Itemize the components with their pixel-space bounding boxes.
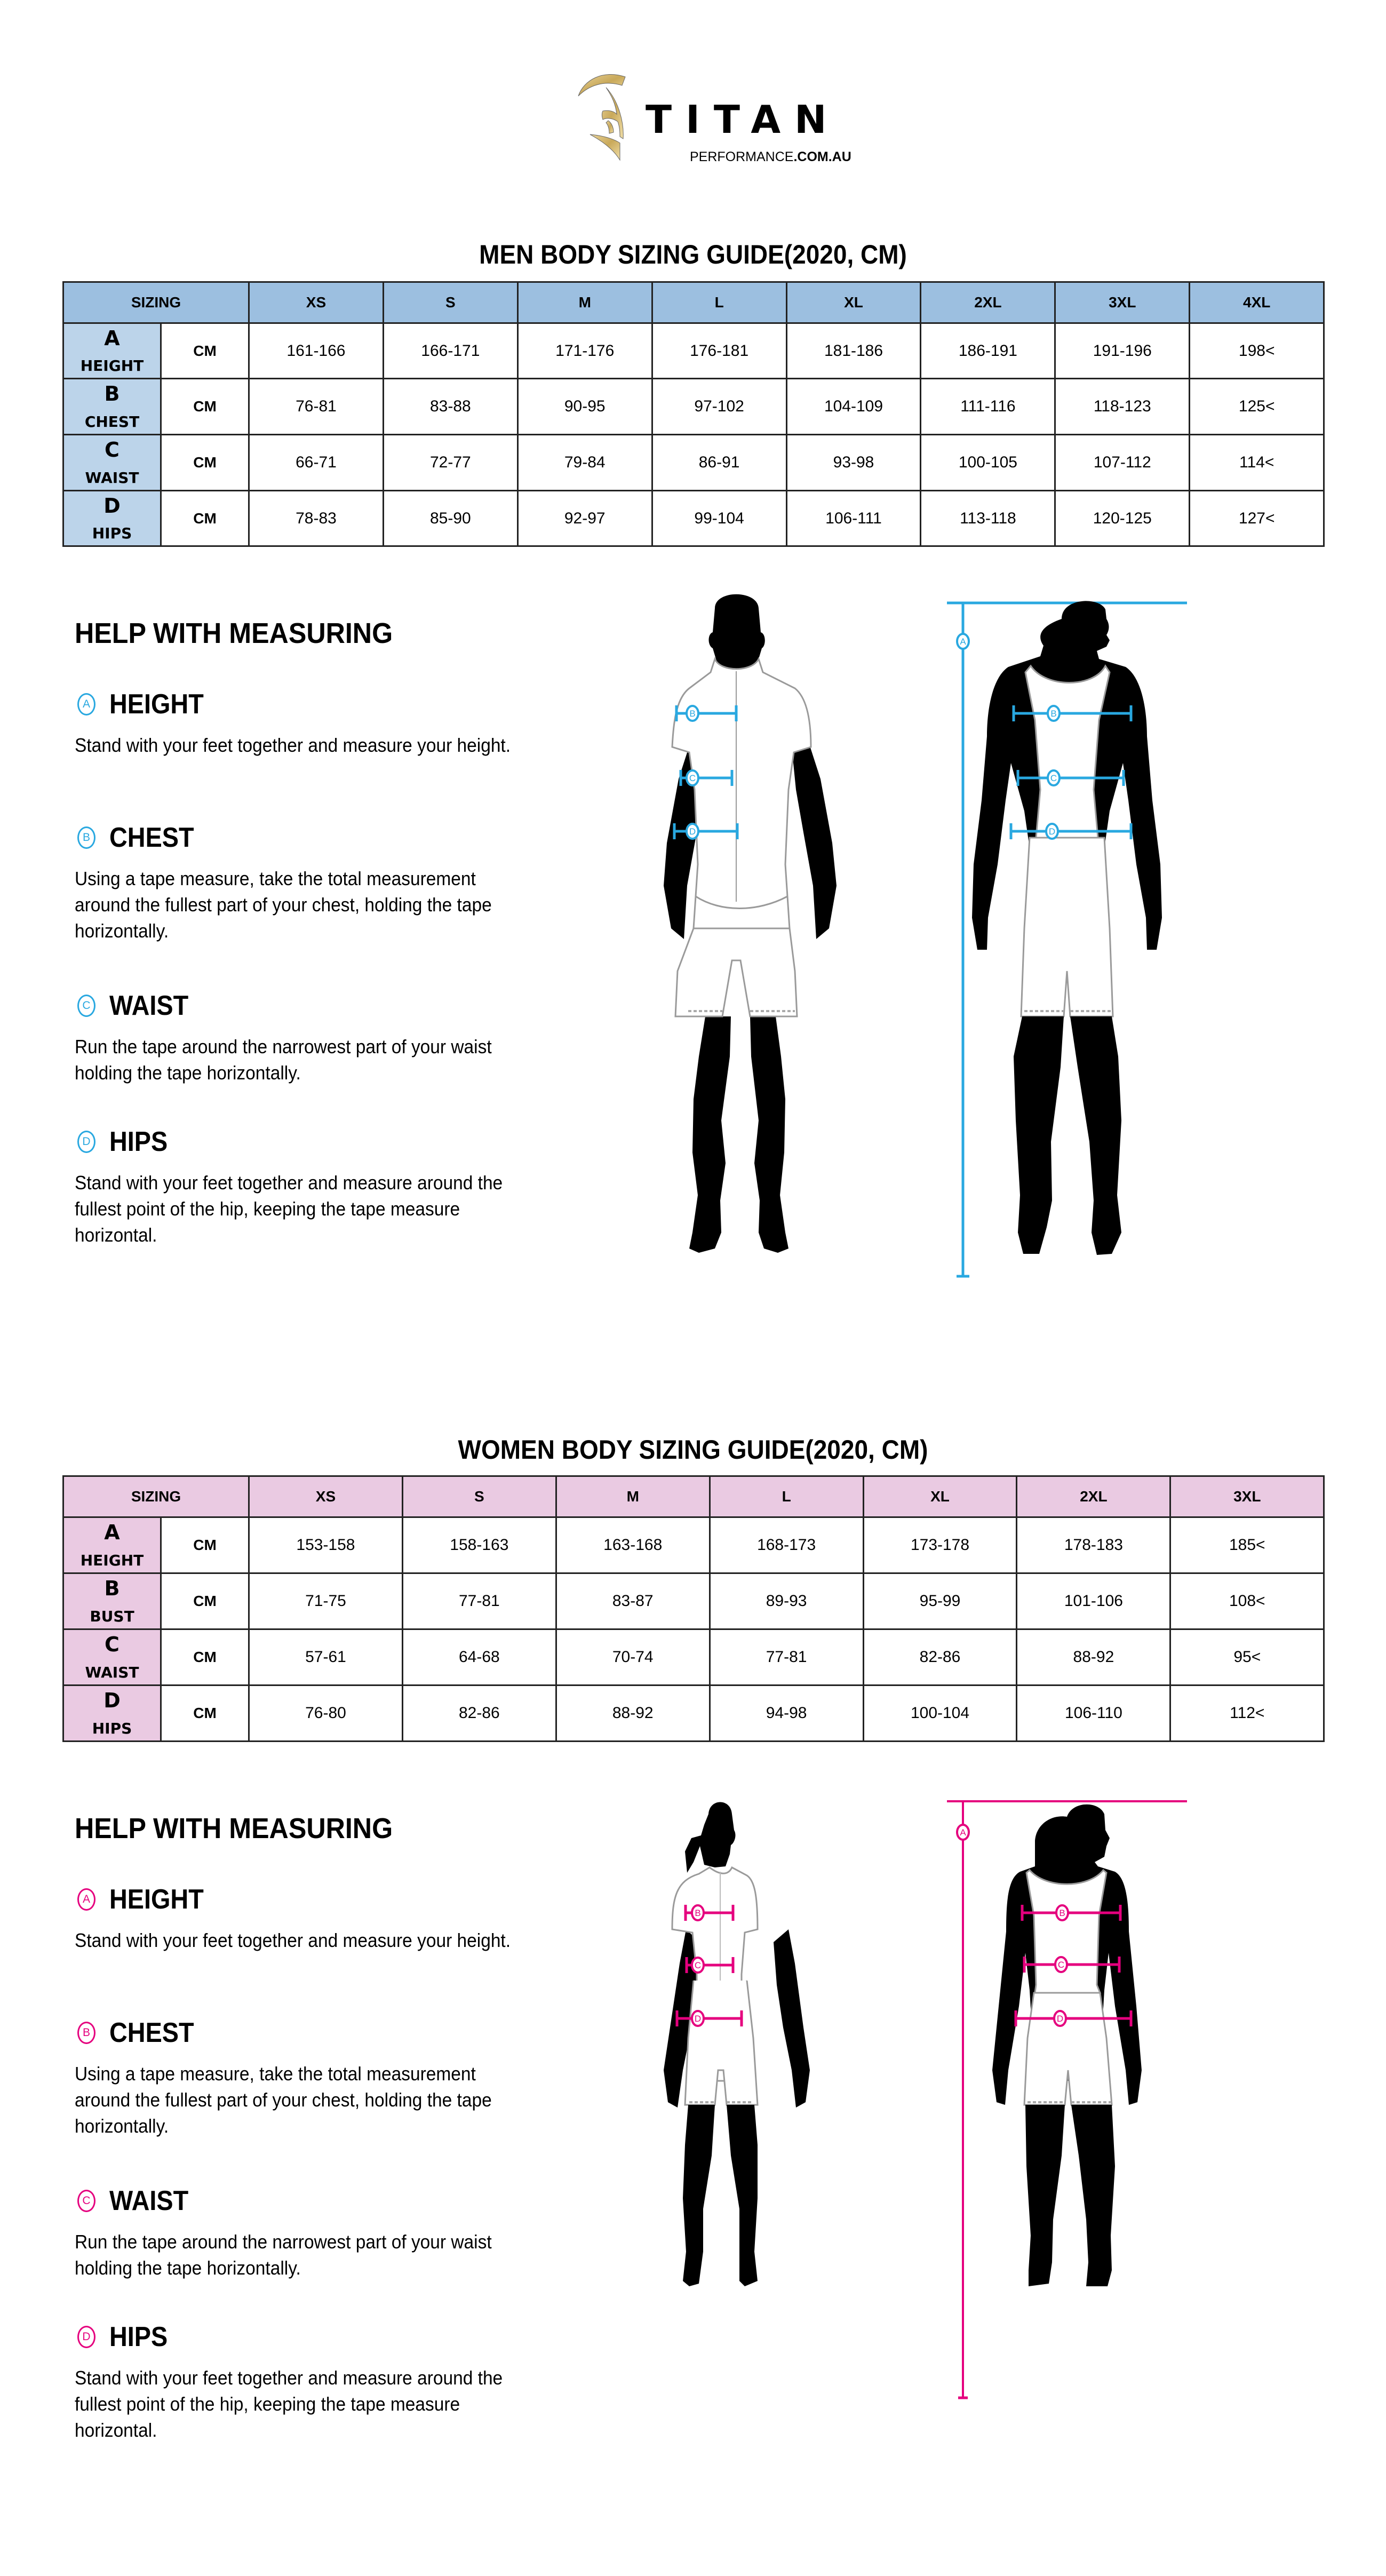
value-cell: 71-75: [249, 1573, 403, 1629]
women-size-header: XS: [249, 1476, 403, 1517]
men-size-table: [62, 281, 1325, 547]
women-size-header: L: [710, 1476, 863, 1517]
women-size-header: 2XL: [1017, 1476, 1170, 1517]
table-row: [63, 323, 1324, 379]
women-back-figure: [992, 1804, 1142, 2286]
help-item-title: HEIGHT: [109, 689, 204, 720]
help-item-hips: [75, 2321, 533, 2443]
help-item-description: Using a tape measure, take the total measurement around the fullest part of your chest, holding the tape horizontally.: [75, 2063, 492, 2137]
measurement-name: HEIGHT: [80, 1551, 144, 1569]
measurement-label: [63, 1517, 161, 1573]
height-marker-label: A: [960, 1827, 966, 1838]
brand-domain-bold: .COM.AU: [793, 149, 851, 164]
women-size-table: [62, 1475, 1325, 1742]
value-cell: 168-173: [710, 1517, 863, 1573]
value-cell: 104-109: [786, 379, 921, 435]
letter-a-badge-icon: A: [77, 693, 95, 715]
men-measurement-figures: [640, 587, 1254, 1291]
value-cell: 178-183: [1017, 1517, 1170, 1573]
letter-c-badge-icon: C: [77, 2190, 95, 2212]
help-item-description: Run the tape around the narrowest part of your waist holding the tape horizontally.: [75, 1036, 492, 1084]
value-cell: 163-168: [556, 1517, 710, 1573]
letter-d-badge-icon: D: [77, 2326, 95, 2348]
measurement-name: HIPS: [92, 524, 132, 543]
value-cell: 57-61: [249, 1629, 403, 1685]
table-row: [63, 1573, 1324, 1629]
value-cell: 120-125: [1055, 491, 1190, 546]
women-table-header-row: [63, 1476, 1324, 1517]
value-cell: 88-92: [556, 1685, 710, 1742]
unit-cell: CM: [161, 435, 249, 491]
value-cell: 64-68: [402, 1629, 556, 1685]
help-item-title: CHEST: [109, 822, 194, 853]
chest-marker-label: B: [1050, 709, 1057, 719]
men-size-header: 3XL: [1055, 282, 1190, 323]
help-item-title: HIPS: [109, 1126, 168, 1157]
help-item-hips: [75, 1126, 533, 1248]
value-cell: 114<: [1190, 435, 1324, 491]
men-body-diagram: [640, 587, 1254, 1291]
value-cell: 173-178: [863, 1517, 1017, 1573]
women-front-figure: [664, 1802, 810, 2287]
table-row: [63, 1685, 1324, 1742]
value-cell: 72-77: [383, 435, 517, 491]
measurement-label: [63, 491, 161, 546]
value-cell: 79-84: [517, 435, 652, 491]
brand-domain: [690, 150, 851, 164]
brand-domain-regular: PERFORMANCE: [690, 149, 794, 164]
value-cell: 76-81: [249, 379, 384, 435]
brand-wordmark: TITAN: [646, 97, 841, 142]
brand-logo: [576, 69, 851, 165]
men-size-header: S: [383, 282, 517, 323]
measurement-name: WAIST: [85, 468, 139, 487]
help-item-chest: [75, 822, 533, 944]
men-measuring-help: [75, 619, 533, 1270]
value-cell: 113-118: [921, 491, 1055, 546]
measurement-name: BUST: [90, 1607, 134, 1625]
value-cell: 100-105: [921, 435, 1055, 491]
value-cell: 86-91: [652, 435, 786, 491]
value-cell: 166-171: [383, 323, 517, 379]
help-item-waist: [75, 2185, 533, 2281]
help-item-height: [75, 1883, 533, 1953]
unit-cell: CM: [161, 1685, 249, 1742]
value-cell: 82-86: [863, 1629, 1017, 1685]
value-cell: 76-80: [249, 1685, 403, 1742]
value-cell: 94-98: [710, 1685, 863, 1742]
hips-marker-label: D: [694, 2014, 702, 2024]
women-measuring-help: [75, 1814, 533, 2465]
value-cell: 101-106: [1017, 1573, 1170, 1629]
measurement-letter: D: [103, 494, 121, 518]
men-front-figure: [664, 594, 837, 1253]
value-cell: 153-158: [249, 1517, 403, 1573]
measurement-letter: C: [105, 1633, 120, 1657]
help-item-description: Stand with your feet together and measure your height.: [75, 734, 511, 756]
value-cell: 88-92: [1017, 1629, 1170, 1685]
waist-marker-label: C: [689, 773, 696, 783]
men-table-corner: SIZING: [63, 282, 249, 323]
value-cell: 83-88: [383, 379, 517, 435]
value-cell: 111-116: [921, 379, 1055, 435]
value-cell: 77-81: [710, 1629, 863, 1685]
unit-cell: CM: [161, 323, 249, 379]
value-cell: 186-191: [921, 323, 1055, 379]
value-cell: 70-74: [556, 1629, 710, 1685]
value-cell: 97-102: [652, 379, 786, 435]
hips-marker-label: D: [1056, 2014, 1064, 2024]
value-cell: 112<: [1170, 1685, 1324, 1742]
value-cell: 158-163: [402, 1517, 556, 1573]
spartan-helmet-icon: [576, 69, 640, 163]
value-cell: 83-87: [556, 1573, 710, 1629]
help-item-description: Using a tape measure, take the total measurement around the fullest part of your chest, holding the tape horizontally.: [75, 868, 492, 942]
unit-cell: CM: [161, 1573, 249, 1629]
value-cell: 185<: [1170, 1517, 1324, 1573]
unit-cell: CM: [161, 491, 249, 546]
letter-d-badge-icon: D: [77, 1131, 95, 1153]
measurement-name: HIPS: [92, 1719, 132, 1737]
value-cell: 77-81: [402, 1573, 556, 1629]
men-size-header: XS: [249, 282, 384, 323]
value-cell: 176-181: [652, 323, 786, 379]
women-table-corner: SIZING: [63, 1476, 249, 1517]
women-measurement-figures: [640, 1782, 1254, 2422]
letter-b-badge-icon: B: [77, 826, 95, 849]
value-cell: 90-95: [517, 379, 652, 435]
value-cell: 78-83: [249, 491, 384, 546]
value-cell: 89-93: [710, 1573, 863, 1629]
chest-marker-label: B: [1059, 1908, 1065, 1918]
men-size-header: XL: [786, 282, 921, 323]
help-heading: HELP WITH MEASURING: [75, 617, 393, 649]
value-cell: 171-176: [517, 323, 652, 379]
value-cell: 106-110: [1017, 1685, 1170, 1742]
help-item-description: Stand with your feet together and measure your height.: [75, 1929, 511, 1951]
help-item-description: Stand with your feet together and measure around the fullest point of the hip, keeping the tape measure horizontal.: [75, 2367, 503, 2441]
measurement-letter: A: [104, 326, 120, 350]
measurement-letter: A: [104, 1521, 120, 1545]
measurement-label: [63, 435, 161, 491]
measurement-name: WAIST: [85, 1663, 139, 1681]
value-cell: 198<: [1190, 323, 1324, 379]
value-cell: 118-123: [1055, 379, 1190, 435]
help-item-title: CHEST: [109, 2017, 194, 2048]
help-item-title: WAIST: [109, 990, 189, 1021]
women-size-header: M: [556, 1476, 710, 1517]
table-row: [63, 379, 1324, 435]
value-cell: 106-111: [786, 491, 921, 546]
letter-a-badge-icon: A: [77, 1888, 95, 1911]
help-item-height: [75, 688, 533, 758]
help-heading: HELP WITH MEASURING: [75, 1812, 393, 1844]
value-cell: 82-86: [402, 1685, 556, 1742]
value-cell: 66-71: [249, 435, 384, 491]
hips-marker-label: D: [689, 826, 696, 837]
women-size-header: S: [402, 1476, 556, 1517]
value-cell: 181-186: [786, 323, 921, 379]
measurement-label: [63, 323, 161, 379]
men-section-title: MEN BODY SIZING GUIDE(2020, CM): [479, 240, 907, 269]
value-cell: 125<: [1190, 379, 1324, 435]
height-marker-label: A: [960, 637, 966, 647]
table-row: [63, 1629, 1324, 1685]
measurement-label: [63, 1573, 161, 1629]
help-item-description: Stand with your feet together and measure around the fullest point of the hip, keeping the tape measure horizontal.: [75, 1172, 503, 1246]
unit-cell: CM: [161, 379, 249, 435]
table-row: [63, 435, 1324, 491]
men-size-header: M: [517, 282, 652, 323]
value-cell: 127<: [1190, 491, 1324, 546]
measurement-name: CHEST: [84, 412, 140, 431]
hips-marker-label: D: [1048, 826, 1056, 837]
unit-cell: CM: [161, 1629, 249, 1685]
table-row: [63, 491, 1324, 546]
women-body-diagram: [640, 1782, 1254, 2422]
value-cell: 92-97: [517, 491, 652, 546]
help-item-chest: [75, 2017, 533, 2139]
waist-marker-label: C: [694, 1960, 702, 1970]
value-cell: 93-98: [786, 435, 921, 491]
table-row: [63, 1517, 1324, 1573]
measurement-letter: B: [104, 382, 120, 406]
chest-marker-label: B: [695, 1908, 701, 1918]
measurement-label: [63, 1685, 161, 1742]
men-size-header: 4XL: [1190, 282, 1324, 323]
measurement-letter: C: [105, 438, 120, 462]
men-back-figure: [972, 601, 1162, 1255]
unit-cell: CM: [161, 1517, 249, 1573]
value-cell: 85-90: [383, 491, 517, 546]
waist-marker-label: C: [1057, 1960, 1065, 1970]
women-size-header: 3XL: [1170, 1476, 1324, 1517]
help-item-title: HIPS: [109, 2321, 168, 2352]
measurement-letter: B: [104, 1577, 120, 1601]
value-cell: 108<: [1170, 1573, 1324, 1629]
value-cell: 95-99: [863, 1573, 1017, 1629]
help-item-description: Run the tape around the narrowest part of your waist holding the tape horizontally.: [75, 2231, 492, 2279]
value-cell: 99-104: [652, 491, 786, 546]
value-cell: 107-112: [1055, 435, 1190, 491]
men-table-header-row: [63, 282, 1324, 323]
measurement-label: [63, 379, 161, 435]
value-cell: 100-104: [863, 1685, 1017, 1742]
women-section-title: WOMEN BODY SIZING GUIDE(2020, CM): [458, 1435, 928, 1465]
value-cell: 95<: [1170, 1629, 1324, 1685]
letter-b-badge-icon: B: [77, 2022, 95, 2044]
help-item-waist: [75, 990, 533, 1086]
waist-marker-label: C: [1050, 773, 1057, 783]
women-size-header: XL: [863, 1476, 1017, 1517]
measurement-label: [63, 1629, 161, 1685]
men-size-header: L: [652, 282, 786, 323]
men-size-header: 2XL: [921, 282, 1055, 323]
measurement-letter: D: [103, 1689, 121, 1713]
value-cell: 191-196: [1055, 323, 1190, 379]
help-item-title: WAIST: [109, 2185, 189, 2216]
measurement-name: HEIGHT: [80, 357, 144, 375]
value-cell: 161-166: [249, 323, 384, 379]
letter-c-badge-icon: C: [77, 995, 95, 1017]
chest-marker-label: B: [689, 709, 696, 719]
help-item-title: HEIGHT: [109, 1884, 204, 1915]
